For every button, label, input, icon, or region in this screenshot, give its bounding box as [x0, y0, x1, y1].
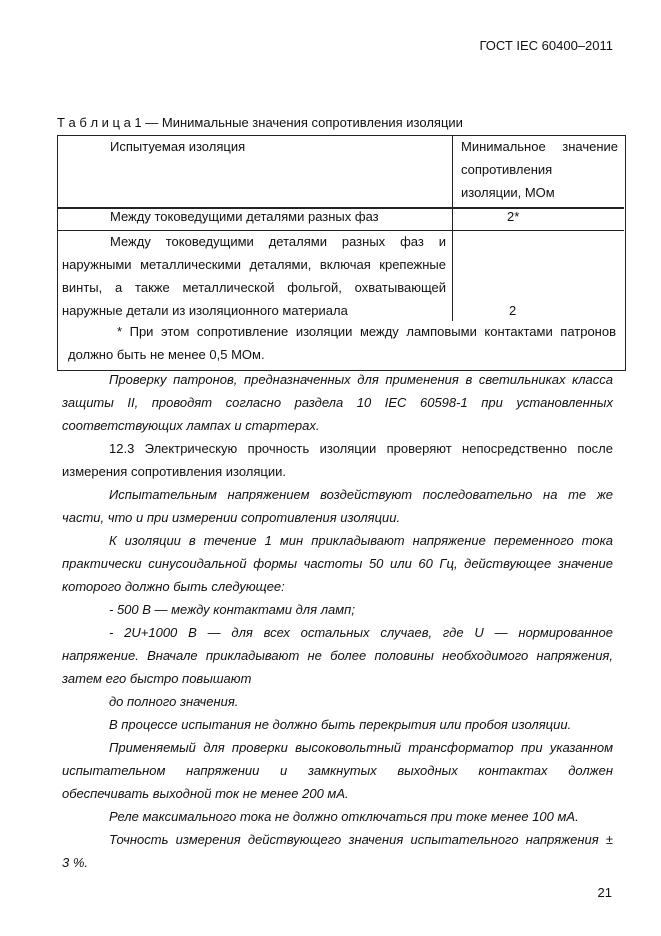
paragraph-cartridge-check: Проверку патронов, предназначенных для применения в светильниках класса защиты II, проводят согласно раздела 10 IEC 60598-1 при установленных соответствующих лампах и стартерах. — [62, 372, 613, 433]
footnote-line: должно быть не менее 0,5 МОм. — [68, 347, 265, 362]
paragraph-voltage-application: К изоляции в течение 1 мин прикладывают напряжение переменного тока практически синусоидальной формы частоты 50 или 60 Гц, действующее значение которого должно быть следующее: — [62, 533, 613, 594]
paragraph-relay: Реле максимального тока не должно отключаться при токе менее 100 мА. — [109, 809, 579, 824]
row2-value: 2 — [509, 303, 517, 318]
table-column-divider — [452, 135, 453, 321]
row1-desc: Между токоведущими деталями разных фаз — [110, 209, 379, 224]
footnote-line: * При этом сопротивление изоляции между ламповыми контактами патронов — [117, 324, 616, 339]
row1-value: 2* — [507, 209, 520, 224]
row2-desc — [62, 230, 446, 322]
col1-header: Испытуемая изоляция — [110, 139, 246, 154]
paragraph-12-3: 12.3 Электрическую прочность изоляции проверяют непосредственно после измерения сопротивления изоляции. — [62, 441, 613, 479]
row2-desc-line: наружными металлическими деталями, включая крепежные — [62, 257, 446, 272]
col2-header-line: сопротивления — [461, 162, 553, 177]
table-caption: Т а б л и ц а 1 — Минимальные значения сопротивления изоляции — [57, 115, 463, 130]
list-item-2u: - 2U+1000 В — для всех остальных случаев, где U — нормированное напряжение. Вначале прикладывают не более половины необходимого напряжения, затем его быстро повышают — [62, 625, 613, 686]
list-item-500v: - 500 В — между контактами для ламп; — [109, 602, 355, 617]
paragraph-no-breakdown: В процессе испытания не должно быть перекрытия или пробоя изоляции. — [109, 717, 572, 732]
col2-header — [461, 135, 618, 204]
row2-desc-line: винты, а также металлической фольгой, охватывающей — [62, 280, 446, 295]
row2-desc-line: наружные детали из изоляционного материала — [62, 303, 348, 318]
col2-header-line: Минимальное значение — [461, 139, 618, 154]
document-code: ГОСТ IEC 60400–2011 — [479, 38, 613, 53]
table-footnote — [68, 320, 616, 366]
paragraph-transformer: Применяемый для проверки высоковольтный трансформатор при указанном испытательном напряжении и замкнутых выходных контактах должен обеспечивать выходной ток не менее 200 мА. — [62, 740, 613, 801]
col2-header-line: изоляции, МОм — [461, 185, 555, 200]
paragraph-accuracy: Точность измерения действующего значения испытательного напряжения ± 3 %. — [62, 832, 613, 870]
paragraph-full-value: до полного значения. — [109, 694, 239, 709]
page-number: 21 — [597, 885, 612, 900]
paragraph-test-voltage: Испытательным напряжением воздействуют последовательно на те же части, что и при измерении сопротивления изоляции. — [62, 487, 613, 525]
row2-desc-line: Между токоведущими деталями разных фаз и — [110, 234, 446, 249]
